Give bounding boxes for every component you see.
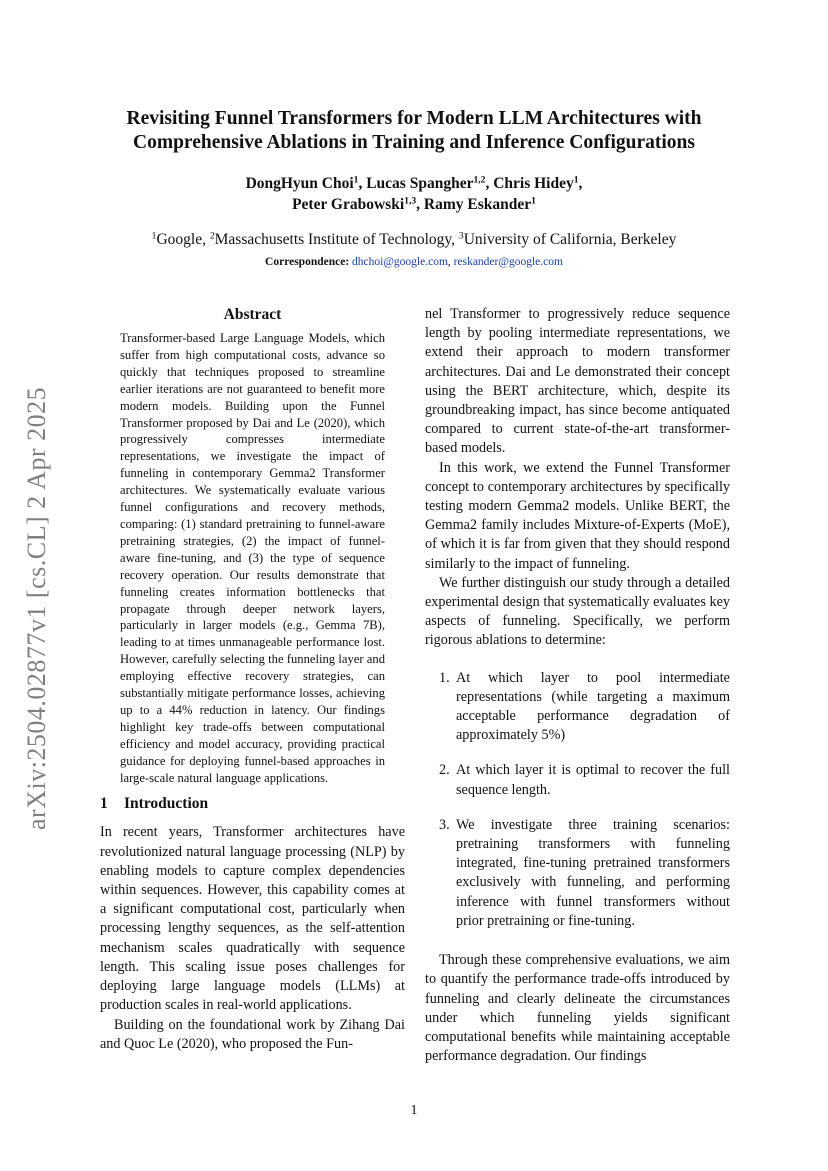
paragraph: nel Transformer to progressively reduce sequence length by pooling intermediate representations, we extend their approach to modern transformer architectures. Dai and Le demonstrated their concept using the BERT architecture, which, despite its groundbreaking impact, has since become antiquated compared to current state-of-the-art transformer-based models. [425, 306, 730, 457]
paragraph: Through these comprehensive evaluations, we aim to quantify the performance trade-offs introduced by funneling and clearly delineate the circumstances under which funneling yields significant computational benefits while maintaining acceptable performance degradation. Our findings [425, 952, 730, 1065]
arxiv-identifier: arXiv:2504.02877v1 [cs.CL] 2 Apr 2025 [22, 386, 51, 830]
email-link[interactable]: dhchoi@google.com [352, 256, 448, 268]
author-name: Lucas Spangher [366, 175, 474, 192]
author-name: Chris Hidey [493, 175, 574, 192]
paragraph: In recent years, Transformer architectures have revolutionized natural language processing (NLP) by enabling models to capture complex dependencies within sequences. However, this capability comes at a significant computational cost, particularly when processing lengthy sequences, as the self-attention mechanism scales quadratically with sequence length. This scaling issue poses challenges for deploying large language models (LLMs) at production scales in real-world applications. [100, 824, 405, 1014]
list-item-text: At which layer to pool intermediate representations (while targeting a maximum acceptable performance degradation of approximately 5%) [456, 669, 730, 744]
title-line-1: Revisiting Funnel Transformers for Modern LLM Architectures with [126, 108, 702, 129]
author-affil-sup: 1,2 [473, 174, 486, 186]
paragraph: Building on the foundational work by Zihang Dai and Quoc Le (2020), who proposed the Fun- [100, 1016, 405, 1052]
author-list [60, 173, 768, 215]
section-number: 1 [100, 795, 108, 813]
paragraph: We further distinguish our study through a detailed experimental design that systematically evaluates key aspects of funneling. Specifically, we perform rigorous ablations to determine: [425, 574, 730, 649]
author-name: DongHyun Choi [245, 175, 354, 192]
correspondence-label: Correspondence: [265, 256, 350, 268]
list-item [425, 816, 730, 931]
author-affil-sup: 1 [573, 174, 579, 186]
abstract-text: Transformer-based Large Language Models, which suffer from high computational costs, advance so quickly that techniques proposed to streamline earlier iterations are not guaranteed to benefit more modern models. Building upon the Funnel Transformer proposed by Dai and Le (2020), which progressively compresses intermediate representations, we investigate the impact of funneling in contemporary Gemma2 Transformer architectures. We systematically evaluate various funnel configurations and recovery methods, comparing: (1) standard pretraining to funnel-aware pretraining strategies, (2) the impact of funnel-aware fine-tuning, and (3) the type of sequence recovery operation. Our results demonstrate that funneling creates information bottlenecks that propagate through deeper network layers, particularly in larger models (e.g., Gemma 7B), leading to at times unmanageable performance lost. However, carefully selecting the funneling layer and employing effective recovery strategies, can substantially mitigate performance losses, achieving up to a 44% reduction in latency. Our findings highlight key trade-offs between computational efficiency and model accuracy, providing practical guidance for deploying funnel-based approaches in large-scale natural language applications. [120, 331, 385, 785]
section-heading-introduction [100, 794, 405, 814]
abstract-heading: Abstract [223, 306, 282, 323]
author-name: Ramy Eskander [423, 196, 532, 213]
section-title: Introduction [124, 795, 209, 813]
paragraph: In this work, we extend the Funnel Transformer concept to contemporary architectures by specifically testing modern Gemma2 models. Unlike BERT, the Gemma2 family includes Mixture-of-Experts (MoE), of which it is far from given that they should respond similarly to the impact of funneling. [425, 459, 730, 572]
author-affil-sup: 1 [353, 174, 359, 186]
email-link[interactable]: reskander@google.com [453, 256, 563, 268]
list-item [425, 669, 730, 746]
title-line-2: Comprehensive Ablations in Training and Inference Configurations [133, 132, 695, 153]
author-line-2: Peter Grabowski$^{1,3}$, Ramy Eskander$^1$ [292, 195, 536, 213]
paper-title [60, 107, 768, 155]
affiliations: $^1$Google, $^2$Massachusetts Institute of Technology, $^3$University of California, Berkeley [151, 230, 677, 248]
author-line-1: DongHyun Choi$^1$, Lucas Spangher$^{1,2}$, Chris Hidey$^1$, [245, 174, 583, 192]
affiliation: Massachusetts Institute of Technology [214, 231, 452, 248]
author-name: Peter Grabowski [292, 196, 405, 213]
ablation-list [425, 669, 730, 931]
list-item-text: At which layer it is optimal to recover the full sequence length. [456, 762, 730, 798]
page-number: 1 [410, 1103, 418, 1118]
correspondence: Correspondence: dhchoi@google.com, reskander@google.com [265, 256, 563, 268]
list-item-text: We investigate three training scenarios: pretraining transformers with funneling integrated, fine-tuning pretrained transformers exclusively with funneling, and performing inference with funnel transformers without prior pretraining or fine-tuning. [456, 816, 730, 929]
right-column [425, 305, 730, 1066]
author-affil-sup: 1 [531, 195, 536, 207]
list-number: 3. [439, 816, 450, 833]
list-number: 1. [439, 669, 450, 686]
author-affil-sup: 1,3 [404, 195, 417, 207]
list-number: 2. [439, 762, 450, 779]
list-item [425, 761, 730, 799]
affiliation: University of California, Berkeley [463, 231, 677, 248]
left-column [100, 305, 405, 1054]
affiliation: Google [156, 231, 203, 248]
